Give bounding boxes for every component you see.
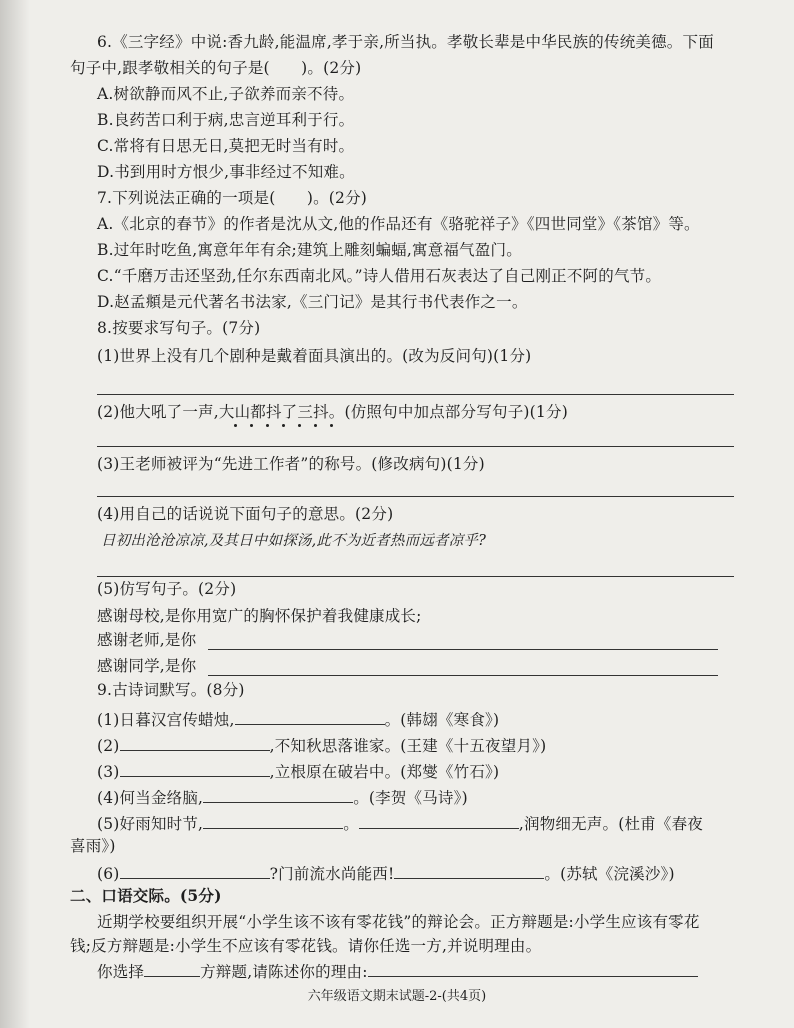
- q9-poem3-text-a: (3): [97, 763, 120, 781]
- q9-stem: 9.古诗词默写。(8分): [97, 681, 245, 699]
- part2-side-blank[interactable]: [144, 960, 200, 977]
- q9-poem6-text-a: (6): [97, 865, 120, 883]
- q6-option-c: C.常将有日思无日,莫把无时当有时。: [97, 137, 355, 155]
- q8-sub3: (3)王老师被评为“先进工作者”的称号。(修改病句)(1分): [97, 455, 485, 473]
- part2-heading: 二、口语交际。(5分): [70, 886, 222, 905]
- q8-sub5-model: 感谢母校,是你用宽广的胸怀保护着我健康成长;: [97, 607, 422, 625]
- q9-poem6-blank1[interactable]: [120, 862, 270, 879]
- q9-poem2-text-b: ,不知秋思落谁家。(王建《十五夜望月》): [269, 737, 547, 755]
- q9-poem5-text-c: ,润物细无声。(杜甫《春夜: [518, 815, 703, 833]
- q6-stem-line1: 6.《三字经》中说:香九龄,能温席,孝于亲,所当执。孝敬长辈是中华民族的传统美德。下面: [97, 33, 714, 51]
- q9-poem2: [97, 734, 546, 756]
- q8-sub3-answer-line[interactable]: [97, 496, 734, 497]
- q6-option-b: B.良药苦口利于病,忠言逆耳利于行。: [97, 111, 355, 129]
- page-footer: 六年级语文期末试题-2-(共4页): [307, 989, 487, 1004]
- q9-poem2-text-a: (2): [97, 737, 120, 755]
- q8-sub5-teacher: 感谢老师,是你: [97, 631, 197, 649]
- q7-option-c: C.“千磨万击还坚劲,任尔东西南北风。”诗人借用石灰表达了自己刚正不阿的气节。: [97, 267, 662, 285]
- q8-sub5-teacher-answer-line[interactable]: [208, 649, 718, 650]
- q6-stem-line2: 句子中,跟孝敬相关的句子是( )。(2分): [70, 59, 362, 77]
- q8-stem: 8.按要求写句子。(7分): [97, 319, 261, 337]
- part2-para-line1: 近期学校要组织开展“小学生该不该有零花钱”的辩论会。正方辩题是:小学生应该有零花: [97, 913, 700, 931]
- part2-reason-blank[interactable]: [368, 960, 698, 977]
- q7-option-b: B.过年时吃鱼,寓意年年有余;建筑上雕刻蝙蝠,寓意福气盈门。: [97, 241, 522, 259]
- q8-sub4-quote: 日初出沧沧凉凉,及其日中如探汤,此不为近者热而远者凉乎?: [101, 533, 487, 549]
- q9-poem6: [97, 862, 675, 884]
- q9-poem4: [97, 786, 468, 808]
- q9-poem5-text-b: 。: [343, 815, 359, 833]
- part2-choose-text-a: 你选择: [97, 963, 145, 981]
- q9-poem3-text-b: ,立根原在破岩中。(郑燮《竹石》): [269, 763, 500, 781]
- q8-sub5-classmate: 感谢同学,是你: [97, 657, 197, 675]
- q8-sub1: (1)世界上没有几个剧种是戴着面具演出的。(改为反问句)(1分): [97, 347, 532, 365]
- q9-poem6-text-c: 。(苏轼《浣溪沙》): [544, 865, 675, 883]
- part2-para-line2: 钱;反方辩题是:小学生不应该有零花钱。请你任选一方,并说明理由。: [70, 937, 542, 955]
- q9-poem5-text-a: (5)好雨知时节,: [97, 815, 204, 833]
- q9-poem4-text-a: (4)何当金络脑,: [97, 789, 204, 807]
- q9-poem3: [97, 760, 499, 782]
- q7-option-a: A.《北京的春节》的作者是沈从文,他的作品还有《骆驼祥子》《四世同堂》《茶馆》等。: [97, 215, 700, 233]
- q7-stem: 7.下列说法正确的一项是( )。(2分): [97, 189, 368, 207]
- q9-poem5-line2: 喜雨》): [70, 837, 116, 855]
- q9-poem1-blank[interactable]: [235, 708, 385, 725]
- q9-poem4-blank[interactable]: [203, 786, 353, 803]
- q9-poem5: [97, 812, 703, 834]
- q9-poem1-text-b: 。(韩翃《寒食》): [384, 711, 500, 729]
- q8-sub5-classmate-answer-line[interactable]: [208, 675, 718, 676]
- q9-poem5-blank2[interactable]: [359, 812, 519, 829]
- q8-sub4-answer-line[interactable]: [97, 576, 734, 577]
- q8-sub2-answer-line[interactable]: [97, 446, 734, 447]
- part2-choose: [97, 960, 698, 982]
- q8-sub4: (4)用自己的话说说下面句子的意思。(2分): [97, 505, 394, 523]
- q9-poem4-text-b: 。(李贺《马诗》): [353, 789, 468, 807]
- q7-option-d: D.赵孟頫是元代著名书法家,《三门记》是其行书代表作之一。: [97, 293, 528, 311]
- q9-poem6-blank2[interactable]: [394, 862, 544, 879]
- part2-choose-text-b: 方辩题,请陈述你的理由:: [200, 963, 368, 981]
- q8-sub2: (2)他大吼了一声,大山都抖了三抖。(仿照句中加点部分写句子)(1分): [97, 403, 568, 421]
- q9-poem2-blank[interactable]: [120, 734, 270, 751]
- q9-poem1: [97, 708, 499, 730]
- q6-option-d: D.书到用时方恨少,事非经过不知难。: [97, 163, 355, 181]
- q9-poem6-text-b: ?门前流水尚能西!: [269, 865, 395, 883]
- q9-poem3-blank[interactable]: [120, 760, 270, 777]
- q8-sub1-answer-line[interactable]: [97, 394, 734, 395]
- page-edge-shadow: [0, 0, 30, 1028]
- q6-option-a: A.树欲静而风不止,子欲养而亲不待。: [97, 85, 355, 103]
- q9-poem1-text-a: (1)日暮汉宫传蜡烛,: [97, 711, 235, 729]
- q9-poem5-blank1[interactable]: [203, 812, 343, 829]
- q8-sub5: (5)仿写句子。(2分): [97, 580, 237, 598]
